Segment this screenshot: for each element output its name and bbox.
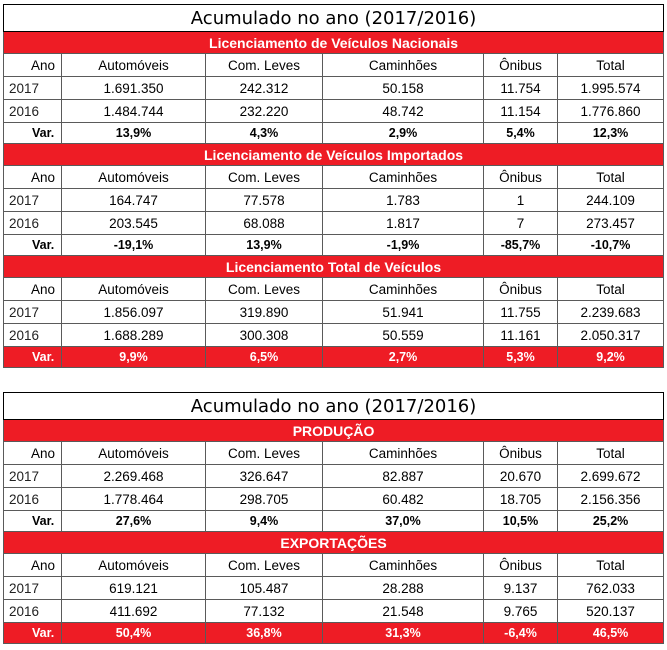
- table-row: [4, 600, 664, 623]
- table-row: [4, 189, 664, 212]
- variation-value: 10,5%: [484, 511, 558, 532]
- value-cell: 244.109: [558, 189, 664, 212]
- value-cell: 319.890: [206, 301, 323, 324]
- variation-value: -1,9%: [323, 235, 484, 256]
- value-cell: 11.754: [484, 77, 558, 100]
- table-row: [4, 488, 664, 511]
- variation-value: 31,3%: [323, 623, 484, 644]
- column-header: Total: [558, 554, 664, 577]
- variation-row: [4, 235, 664, 256]
- column-header: Total: [558, 166, 664, 189]
- variation-value: 27,6%: [62, 511, 206, 532]
- value-cell: 68.088: [206, 212, 323, 235]
- value-cell: 50.559: [323, 324, 484, 347]
- table-licenciamento: [3, 4, 663, 368]
- section-title: Licenciamento de Veículos Importados: [4, 144, 664, 166]
- value-cell: 1: [484, 189, 558, 212]
- column-header: Caminhões: [323, 166, 484, 189]
- section-header-row: [4, 32, 664, 54]
- column-header: Com. Leves: [206, 54, 323, 77]
- value-cell: 1.856.097: [62, 301, 206, 324]
- column-header-row: [4, 278, 664, 301]
- variation-value: 2,9%: [323, 123, 484, 144]
- column-header: Ônibus: [484, 442, 558, 465]
- value-cell: 300.308: [206, 324, 323, 347]
- variation-value: 9,4%: [206, 511, 323, 532]
- column-header: Caminhões: [323, 554, 484, 577]
- section-header-row: [4, 532, 664, 554]
- value-cell: 20.670: [484, 465, 558, 488]
- column-header: Ano: [4, 442, 62, 465]
- value-cell: 411.692: [62, 600, 206, 623]
- table-producao-exportacoes: [3, 392, 663, 644]
- licenciamento-table: [3, 4, 664, 368]
- year-cell: 2017: [4, 77, 62, 100]
- table-row: [4, 301, 664, 324]
- value-cell: 18.705: [484, 488, 558, 511]
- value-cell: 619.121: [62, 577, 206, 600]
- variation-row: [4, 511, 664, 532]
- value-cell: 51.941: [323, 301, 484, 324]
- value-cell: 48.742: [323, 100, 484, 123]
- value-cell: 11.755: [484, 301, 558, 324]
- value-cell: 11.154: [484, 100, 558, 123]
- value-cell: 326.647: [206, 465, 323, 488]
- value-cell: 1.995.574: [558, 77, 664, 100]
- value-cell: 2.269.468: [62, 465, 206, 488]
- value-cell: 9.137: [484, 577, 558, 600]
- table-title: Acumulado no ano (2017/2016): [4, 393, 664, 420]
- value-cell: 1.691.350: [62, 77, 206, 100]
- column-header: Ônibus: [484, 166, 558, 189]
- column-header: Com. Leves: [206, 166, 323, 189]
- year-cell: 2017: [4, 301, 62, 324]
- column-header: Ano: [4, 278, 62, 301]
- value-cell: 520.137: [558, 600, 664, 623]
- variation-value: 9,9%: [62, 347, 206, 368]
- variation-value: -85,7%: [484, 235, 558, 256]
- value-cell: 2.239.683: [558, 301, 664, 324]
- variation-label: Var.: [4, 511, 62, 532]
- year-cell: 2017: [4, 189, 62, 212]
- variation-label: Var.: [4, 623, 62, 644]
- variation-label: Var.: [4, 123, 62, 144]
- variation-value: 5,3%: [484, 347, 558, 368]
- value-cell: 77.132: [206, 600, 323, 623]
- table-title: Acumulado no ano (2017/2016): [4, 5, 664, 32]
- column-header-row: [4, 442, 664, 465]
- variation-value: 13,9%: [206, 235, 323, 256]
- column-header: Ônibus: [484, 54, 558, 77]
- value-cell: 11.161: [484, 324, 558, 347]
- column-header: Total: [558, 442, 664, 465]
- column-header: Com. Leves: [206, 554, 323, 577]
- variation-value: 37,0%: [323, 511, 484, 532]
- value-cell: 9.765: [484, 600, 558, 623]
- column-header: Caminhões: [323, 278, 484, 301]
- variation-value: 36,8%: [206, 623, 323, 644]
- producao-table: [3, 392, 664, 644]
- year-cell: 2017: [4, 577, 62, 600]
- variation-value: -6,4%: [484, 623, 558, 644]
- variation-value: 46,5%: [558, 623, 664, 644]
- section-header-row: [4, 420, 664, 442]
- variation-value: 5,4%: [484, 123, 558, 144]
- value-cell: 242.312: [206, 77, 323, 100]
- value-cell: 2.699.672: [558, 465, 664, 488]
- table-title-row: [4, 393, 664, 420]
- column-header: Ônibus: [484, 278, 558, 301]
- value-cell: 105.487: [206, 577, 323, 600]
- variation-value: -19,1%: [62, 235, 206, 256]
- value-cell: 50.158: [323, 77, 484, 100]
- table-row: [4, 100, 664, 123]
- value-cell: 28.288: [323, 577, 484, 600]
- section-header-row: [4, 144, 664, 166]
- column-header: Com. Leves: [206, 442, 323, 465]
- value-cell: 1.778.464: [62, 488, 206, 511]
- variation-value: 13,9%: [62, 123, 206, 144]
- value-cell: 1.776.860: [558, 100, 664, 123]
- table-row: [4, 324, 664, 347]
- year-cell: 2016: [4, 324, 62, 347]
- value-cell: 232.220: [206, 100, 323, 123]
- column-header: Ônibus: [484, 554, 558, 577]
- variation-value: 4,3%: [206, 123, 323, 144]
- column-header: Com. Leves: [206, 278, 323, 301]
- value-cell: 1.783: [323, 189, 484, 212]
- value-cell: 762.033: [558, 577, 664, 600]
- year-cell: 2017: [4, 465, 62, 488]
- variation-value: 9,2%: [558, 347, 664, 368]
- value-cell: 2.050.317: [558, 324, 664, 347]
- table-row: [4, 577, 664, 600]
- variation-value: 50,4%: [62, 623, 206, 644]
- section-title: EXPORTAÇÕES: [4, 532, 664, 554]
- value-cell: 1.484.744: [62, 100, 206, 123]
- value-cell: 164.747: [62, 189, 206, 212]
- section-title: Licenciamento de Veículos Nacionais: [4, 32, 664, 54]
- column-header: Automóveis: [62, 554, 206, 577]
- year-cell: 2016: [4, 100, 62, 123]
- column-header: Ano: [4, 554, 62, 577]
- section-header-row: [4, 256, 664, 278]
- year-cell: 2016: [4, 600, 62, 623]
- year-cell: 2016: [4, 212, 62, 235]
- table-row: [4, 465, 664, 488]
- column-header-row: [4, 554, 664, 577]
- table-title-row: [4, 5, 664, 32]
- value-cell: 1.817: [323, 212, 484, 235]
- variation-label: Var.: [4, 347, 62, 368]
- variation-value: -10,7%: [558, 235, 664, 256]
- column-header: Caminhões: [323, 442, 484, 465]
- column-header: Automóveis: [62, 278, 206, 301]
- value-cell: 60.482: [323, 488, 484, 511]
- variation-value: 12,3%: [558, 123, 664, 144]
- column-header: Caminhões: [323, 54, 484, 77]
- value-cell: 203.545: [62, 212, 206, 235]
- table-row: [4, 77, 664, 100]
- variation-row: [4, 123, 664, 144]
- year-cell: 2016: [4, 488, 62, 511]
- column-header: Ano: [4, 166, 62, 189]
- value-cell: 1.688.289: [62, 324, 206, 347]
- variation-value: 6,5%: [206, 347, 323, 368]
- variation-row: [4, 347, 664, 368]
- value-cell: 77.578: [206, 189, 323, 212]
- table-row: [4, 212, 664, 235]
- value-cell: 21.548: [323, 600, 484, 623]
- value-cell: 298.705: [206, 488, 323, 511]
- variation-value: 2,7%: [323, 347, 484, 368]
- value-cell: 2.156.356: [558, 488, 664, 511]
- section-title: PRODUÇÃO: [4, 420, 664, 442]
- value-cell: 7: [484, 212, 558, 235]
- value-cell: 82.887: [323, 465, 484, 488]
- column-header: Automóveis: [62, 166, 206, 189]
- section-title: Licenciamento Total de Veículos: [4, 256, 664, 278]
- column-header: Ano: [4, 54, 62, 77]
- column-header-row: [4, 54, 664, 77]
- column-header: Automóveis: [62, 54, 206, 77]
- value-cell: 273.457: [558, 212, 664, 235]
- column-header-row: [4, 166, 664, 189]
- column-header: Automóveis: [62, 442, 206, 465]
- column-header: Total: [558, 54, 664, 77]
- variation-label: Var.: [4, 235, 62, 256]
- variation-value: 25,2%: [558, 511, 664, 532]
- column-header: Total: [558, 278, 664, 301]
- variation-row: [4, 623, 664, 644]
